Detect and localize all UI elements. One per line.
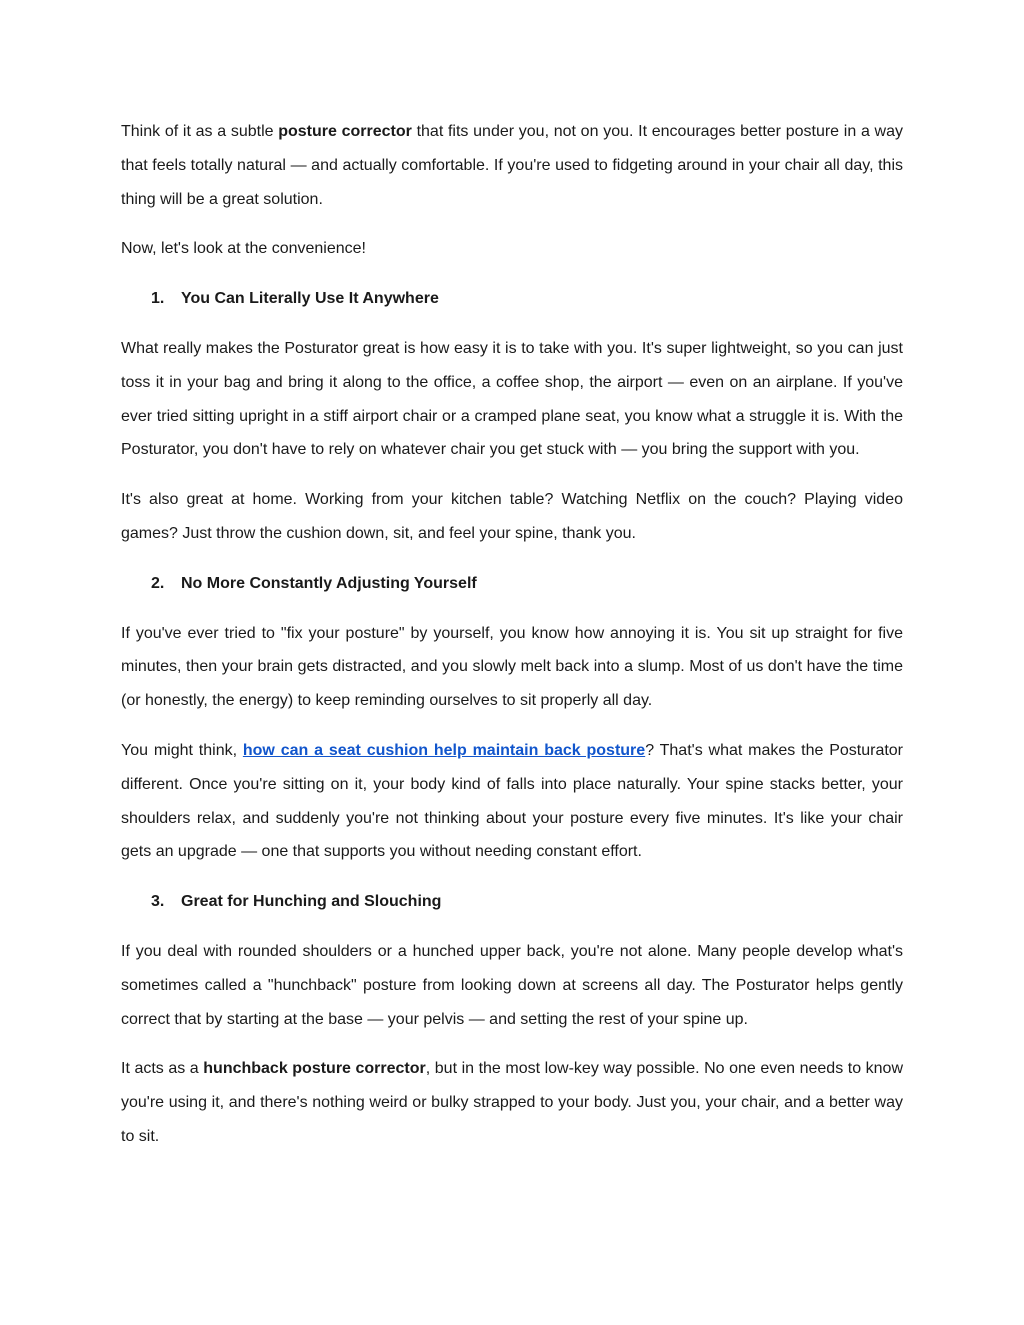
text-run: , but in the most low-key way possible. No one even needs to know you're using it, and there's nothing weird or bulky strapped to your body. Just you, your chair, and a better way to sit. bbox=[121, 1060, 904, 1145]
section-heading-3 bbox=[121, 885, 903, 919]
section-title: Great for Hunching and Slouching bbox=[181, 893, 442, 911]
section-heading-1 bbox=[121, 282, 903, 316]
text-run: that fits under you, not on you. It encourages better posture in a way that feels totally natural — and actually comfortable. If you're used to fidgeting around in your chair all day, this thing will be a great solution. bbox=[121, 123, 903, 208]
intro-paragraph bbox=[121, 115, 903, 216]
section-3-paragraph-1: If you deal with rounded shoulders or a hunched upper back, you're not alone. Many people develop what's sometimes called a "hunchback" posture from looking down at screens all day. The Posturator helps gently correct that by starting at the base — your pelvis — and setting the rest of your spine up. bbox=[121, 942, 903, 1028]
bold-text: hunchback posture corrector bbox=[203, 1060, 426, 1078]
section-number: 2. bbox=[151, 574, 165, 592]
section-1-paragraph-2: It's also great at home. Working from your kitchen table? Watching Netflix on the couch? Playing video games? Just throw the cushion down, sit, and feel your spine, thank you. bbox=[121, 491, 903, 542]
text-run: It acts as a bbox=[121, 1060, 204, 1078]
text-run: ? That's what makes the Posturator different. Once you're sitting on it, your body kind of falls into place naturally. Your spine stacks better, your shoulders relax, and suddenly you're not thinking about your posture every five minutes. It's like your chair gets an upgrade — one that supports you without needing constant effort. bbox=[121, 741, 904, 861]
seat-cushion-link[interactable]: how can a seat cushion help maintain back posture bbox=[242, 741, 646, 759]
section-2-paragraph-1: If you've ever tried to "fix your posture" by yourself, you know how annoying it is. You sit up straight for five minutes, then your brain gets distracted, and you slowly melt back into a slump. Most of us don't have the time (or honestly, the energy) to keep reminding ourselves to sit properly all day. bbox=[121, 624, 903, 710]
section-number: 1. bbox=[151, 290, 165, 308]
section-number: 3. bbox=[151, 893, 165, 911]
convenience-paragraph: Now, let's look at the convenience! bbox=[121, 240, 366, 258]
bold-text: posture corrector bbox=[278, 123, 412, 140]
section-title: No More Constantly Adjusting Yourself bbox=[181, 574, 477, 592]
text-run: Think of it as a subtle bbox=[121, 123, 279, 140]
section-3-paragraph-2 bbox=[121, 1052, 903, 1153]
section-1-paragraph-1: What really makes the Posturator great is how easy it is to take with you. It's super lightweight, so you can just toss it in your bag and bring it along to the office, a coffee shop, the airport — even on an airplane. If you've ever tried sitting upright in a stiff airport chair or a cramped plane seat, you know what a struggle it is. With the Posturator, you don't have to rely on whatever chair you get stuck with — you bring the support with you. bbox=[121, 339, 903, 459]
document-page bbox=[121, 115, 903, 1170]
section-heading-2 bbox=[121, 567, 903, 601]
section-2-paragraph-2 bbox=[121, 734, 903, 869]
section-title: You Can Literally Use It Anywhere bbox=[181, 290, 439, 308]
text-run: You might think, bbox=[121, 741, 243, 759]
